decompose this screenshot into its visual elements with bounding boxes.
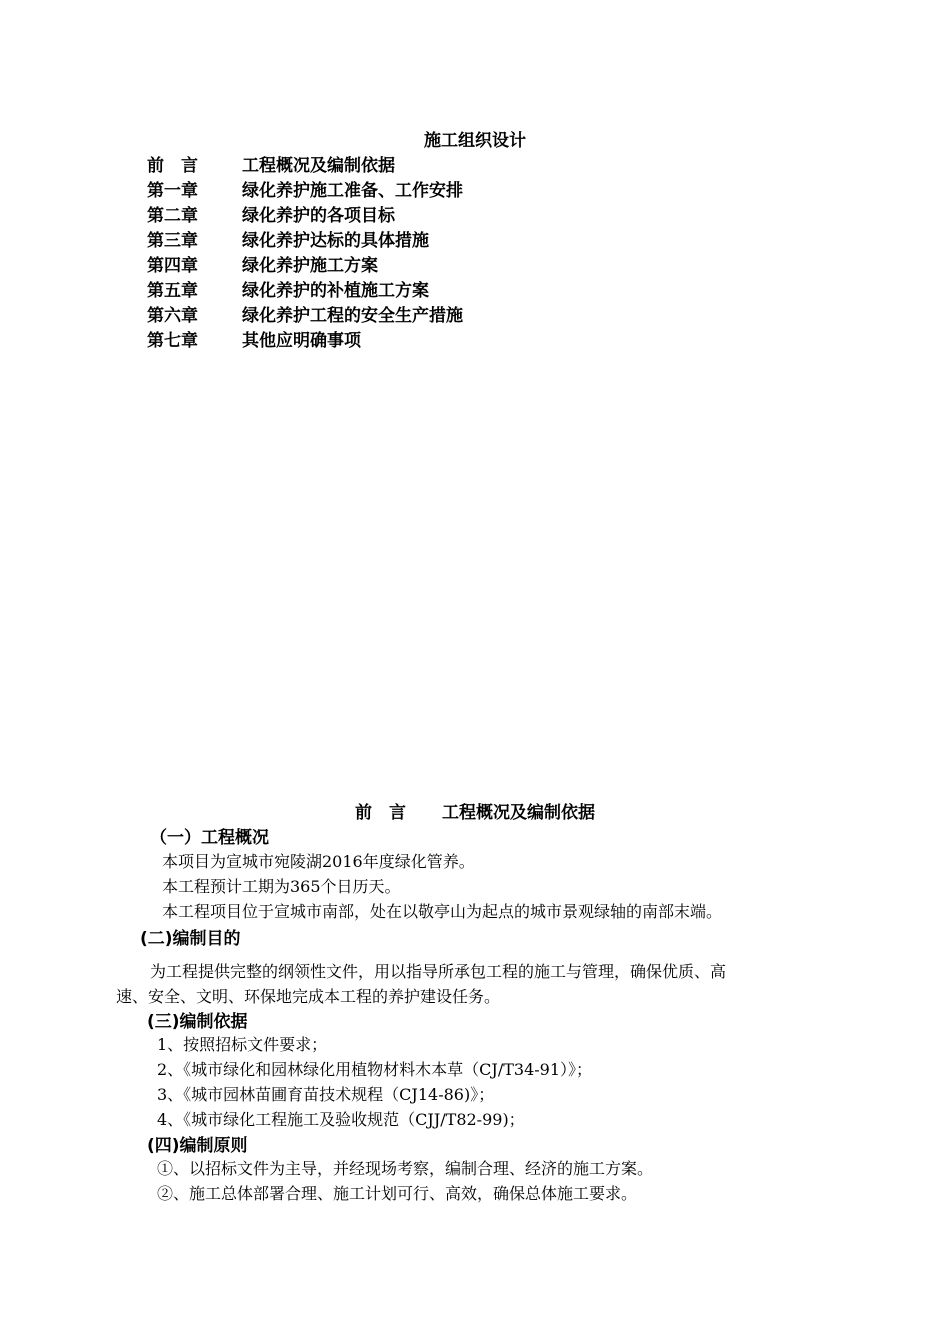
section-title xyxy=(0,798,950,823)
toc-item-label: 第四章 xyxy=(147,256,198,276)
toc-item-label: 第七章 xyxy=(147,331,198,351)
subheading-purpose: (二)编制目的 xyxy=(140,929,241,949)
paragraph: 为工程提供完整的纲领性文件，用以指导所承包工程的施工与管理，确保优质、高 xyxy=(150,962,727,981)
list-item: 2、《城市绿化和园林绿化用植物材料木本草（CJ/T34-91）》； xyxy=(157,1060,593,1079)
toc-item-label: 第六章 xyxy=(147,306,198,326)
list-item: 3、《城市园林苗圃育苗技术规程（CJ14-86)》； xyxy=(157,1085,495,1104)
toc-item-label: 第三章 xyxy=(147,231,198,251)
toc-item-text: 其他应明确事项 xyxy=(242,331,361,351)
subheading-basis: (三)编制依据 xyxy=(147,1012,248,1032)
toc-item-label: 前 言 xyxy=(147,156,198,176)
toc-item-text: 绿化养护施工准备、工作安排 xyxy=(242,181,463,201)
list-item: 4、《城市绿化工程施工及验收规范（CJJ/T82-99)； xyxy=(157,1110,525,1129)
subheading-overview: （一）工程概况 xyxy=(150,828,269,848)
toc-item-label: 第一章 xyxy=(147,181,198,201)
section-label: 前 言 xyxy=(355,803,406,823)
toc-title: 施工组织设计 xyxy=(424,131,526,151)
paragraph: 本工程预计工期为365个日历天。 xyxy=(162,877,401,896)
toc-item-text: 工程概况及编制依据 xyxy=(242,156,395,176)
toc-item-text: 绿化养护施工方案 xyxy=(242,256,378,276)
toc-item-text: 绿化养护达标的具体措施 xyxy=(242,231,429,251)
list-item: 1、按照招标文件要求； xyxy=(157,1035,328,1054)
paragraph: 速、安全、文明、环保地完成本工程的养护建设任务。 xyxy=(116,987,501,1006)
list-item: ②、施工总体部署合理、施工计划可行、高效，确保总体施工要求。 xyxy=(157,1184,638,1203)
toc-item-text: 绿化养护的各项目标 xyxy=(242,206,395,226)
subheading-principles: (四)编制原则 xyxy=(147,1136,248,1156)
toc-item-text: 绿化养护的补植施工方案 xyxy=(242,281,429,301)
toc-item-label: 第二章 xyxy=(147,206,198,226)
list-item: ①、以招标文件为主导，并经现场考察，编制合理、经济的施工方案。 xyxy=(157,1159,654,1178)
toc-item-label: 第五章 xyxy=(147,281,198,301)
section-heading: 工程概况及编制依据 xyxy=(442,803,595,823)
paragraph: 本项目为宣城市宛陵湖2016年度绿化管养。 xyxy=(162,852,475,871)
paragraph: 本工程项目位于宣城市南部，处在以敬亭山为起点的城市景观绿轴的南部末端。 xyxy=(162,902,723,921)
toc-item-text: 绿化养护工程的安全生产措施 xyxy=(242,306,463,326)
